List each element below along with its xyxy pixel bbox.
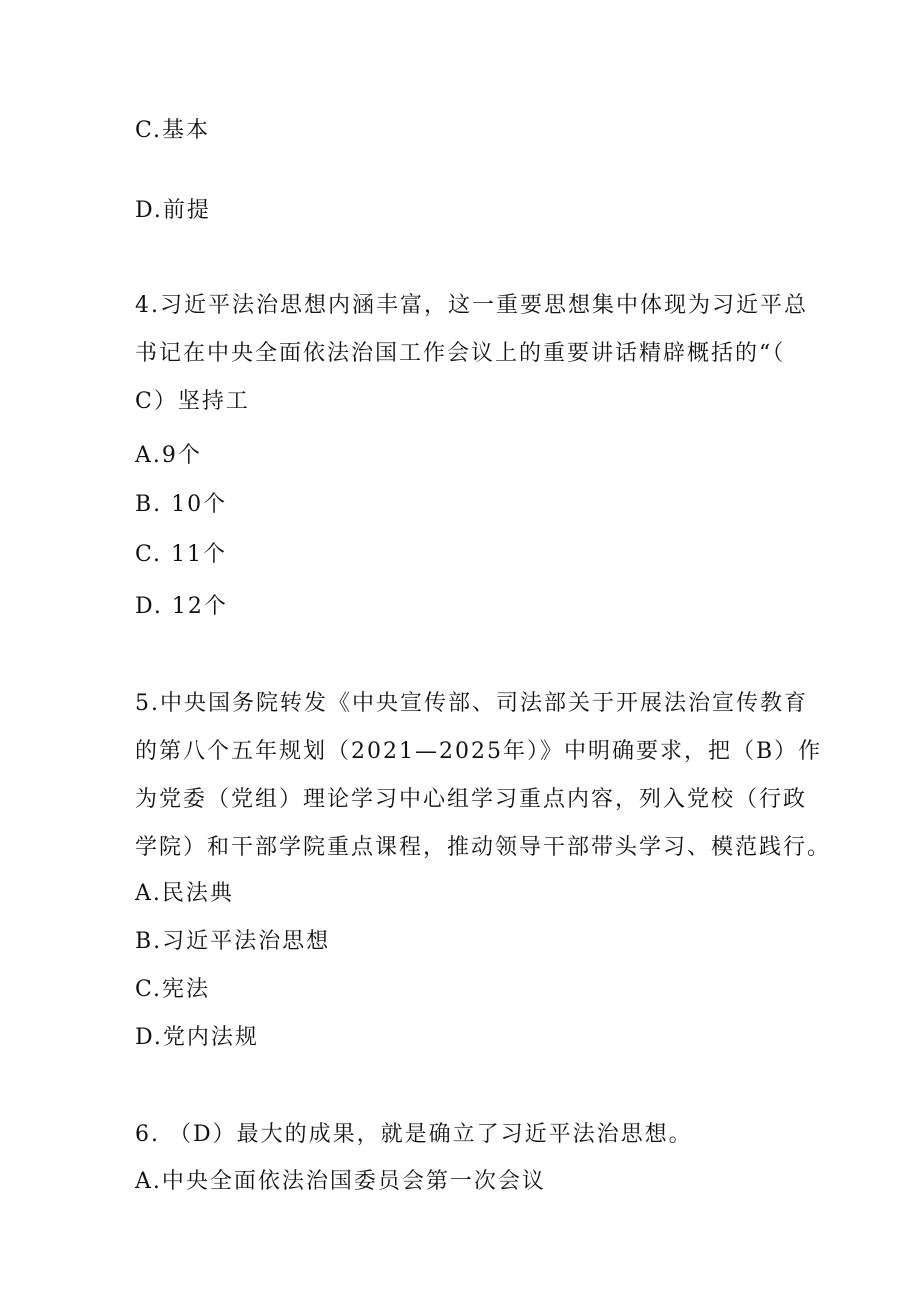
q3-option-c: C.基本 [135, 118, 211, 143]
q5-stem-line: 学院）和干部学院重点课程，推动领导干部带头学习、模范践行。 [135, 835, 832, 860]
q5-option-a: A.民法典 [135, 881, 234, 906]
q4-option-b: B. 10个 [135, 492, 228, 517]
q3-option-d: D.前提 [135, 198, 211, 223]
q5-stem-line: 为党委（党组）理论学习中心组学习重点内容，列入党校（行政 [135, 787, 808, 812]
q4-stem-line: 4.习近平法治思想内涵丰富，这一重要思想集中体现为习近平总 [135, 293, 808, 318]
q5-option-b: B.习近平法治思想 [135, 929, 331, 954]
q5-option-c: C.宪法 [135, 977, 211, 1002]
q6-stem: 6. （D）最大的成果，就是确立了习近平法治思想。 [135, 1122, 693, 1147]
q4-stem [135, 282, 808, 426]
q4-stem-line: 书记在中央全面依法治国工作会议上的重要讲话精辟概括的“（ [135, 341, 786, 366]
q6-option-a: A.中央全面依法治国委员会第一次会议 [135, 1169, 546, 1194]
q4-option-c: C. 11个 [135, 542, 228, 567]
q5-stem-line: 5.中央国务院转发《中央宣传部、司法部关于开展法治宣传教育 [135, 691, 808, 716]
q4-option-a: A.9个 [135, 443, 202, 468]
q5-stem-line: 的第八个五年规划（2021—2025年）》中明确要求，把（B）作 [135, 739, 823, 764]
q5-stem [135, 680, 832, 872]
q4-option-d: D. 12个 [135, 594, 228, 619]
q4-stem-line: C）坚持工 [135, 389, 250, 414]
q5-option-d: D.党内法规 [135, 1025, 259, 1050]
